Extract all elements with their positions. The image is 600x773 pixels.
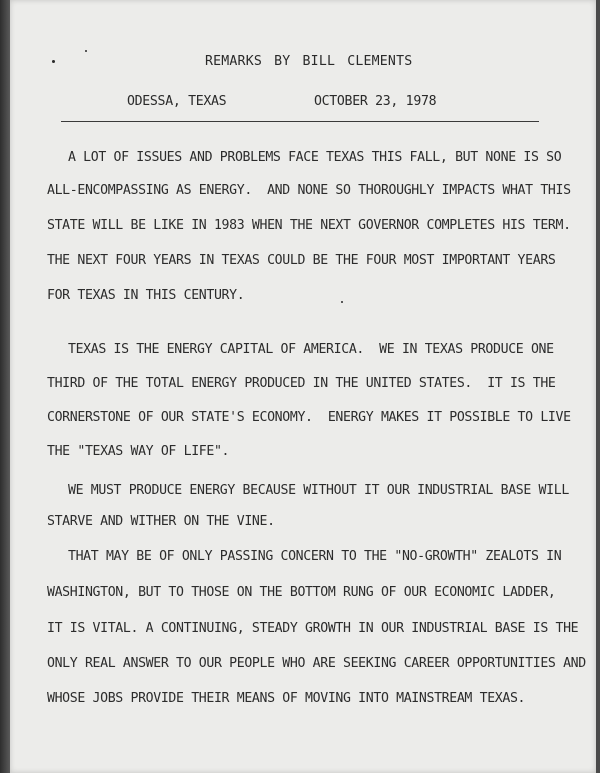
body-line: ALL-ENCOMPASSING AS ENERGY. AND NONE SO THOROUGHLY IMPACTS WHAT THIS	[47, 183, 571, 198]
body-line: WHOSE JOBS PROVIDE THEIR MEANS OF MOVING INTO MAINSTREAM TEXAS.	[47, 691, 526, 706]
page-edge-shadow	[0, 0, 10, 773]
ink-speck	[52, 60, 55, 63]
document-place: ODESSA, TEXAS	[127, 94, 227, 109]
document-title: REMARKS BY BILL CLEMENTS	[205, 54, 413, 69]
body-line: THIRD OF THE TOTAL ENERGY PRODUCED IN THE UNITED STATES. IT IS THE	[47, 376, 556, 391]
body-line: THAT MAY BE OF ONLY PASSING CONCERN TO THE "NO-GROWTH" ZEALOTS IN	[68, 549, 562, 564]
ink-speck	[341, 301, 343, 303]
ink-speck	[85, 50, 87, 52]
body-line: ONLY REAL ANSWER TO OUR PEOPLE WHO ARE SEEKING CAREER OPPORTUNITIES AND	[47, 656, 586, 671]
body-line: STARVE AND WITHER ON THE VINE.	[47, 514, 275, 529]
header-rule	[61, 121, 539, 122]
body-line: STATE WILL BE LIKE IN 1983 WHEN THE NEXT GOVERNOR COMPLETES HIS TERM.	[47, 218, 571, 233]
body-line: THE NEXT FOUR YEARS IN TEXAS COULD BE THE FOUR MOST IMPORTANT YEARS	[47, 253, 556, 268]
document-date: OCTOBER 23, 1978	[314, 94, 437, 109]
body-line: THE "TEXAS WAY OF LIFE".	[47, 444, 230, 459]
body-line: TEXAS IS THE ENERGY CAPITAL OF AMERICA. WE IN TEXAS PRODUCE ONE	[68, 342, 554, 357]
body-line: FOR TEXAS IN THIS CENTURY.	[47, 288, 245, 303]
body-line: WE MUST PRODUCE ENERGY BECAUSE WITHOUT IT OUR INDUSTRIAL BASE WILL	[68, 483, 569, 498]
body-line: A LOT OF ISSUES AND PROBLEMS FACE TEXAS THIS FALL, BUT NONE IS SO	[68, 150, 562, 165]
body-line: CORNERSTONE OF OUR STATE'S ECONOMY. ENERGY MAKES IT POSSIBLE TO LIVE	[47, 410, 571, 425]
body-line: IT IS VITAL. A CONTINUING, STEADY GROWTH IN OUR INDUSTRIAL BASE IS THE	[47, 621, 579, 636]
typed-page	[10, 0, 596, 773]
body-line: WASHINGTON, BUT TO THOSE ON THE BOTTOM RUNG OF OUR ECONOMIC LADDER,	[47, 585, 556, 600]
